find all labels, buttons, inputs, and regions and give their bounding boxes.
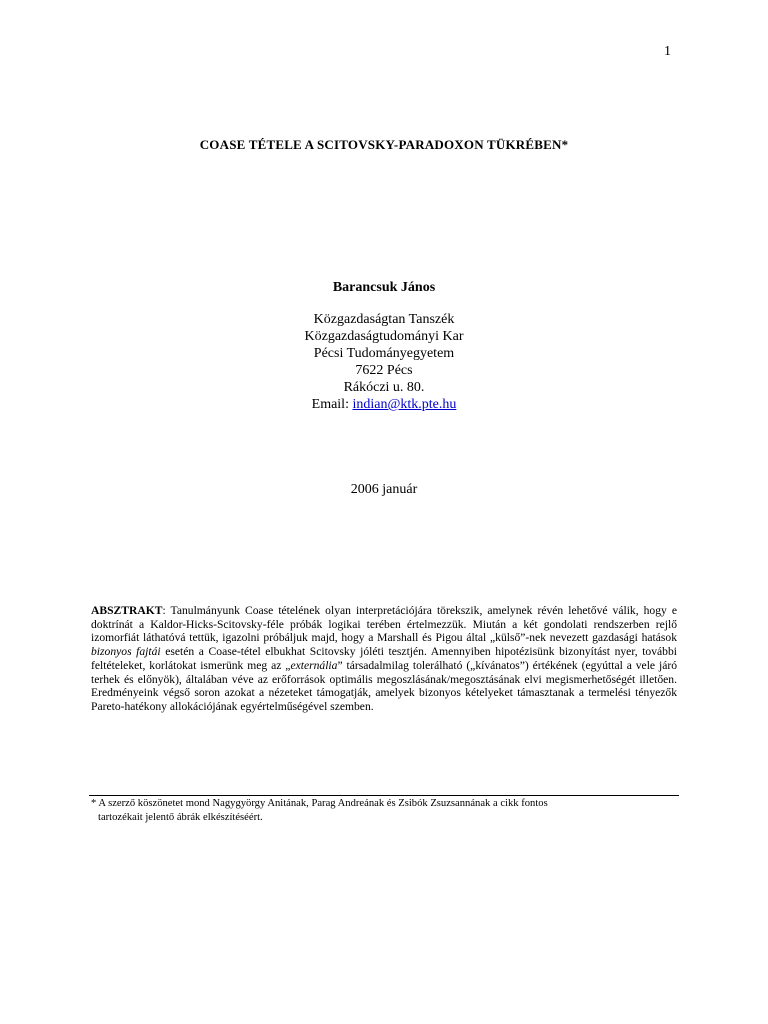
abstract — [91, 604, 677, 714]
page-number: 1 — [664, 44, 671, 59]
author-faculty: Közgazdaságtudományi Kar — [304, 329, 464, 344]
abstract-label: ABSZTRAKT — [91, 604, 163, 617]
abstract-italic-2: externália — [290, 658, 338, 672]
author-name: Barancsuk János — [332, 280, 436, 295]
author-university: Pécsi Tudományegyetem — [313, 346, 455, 361]
author-street: Rákóczi u. 80. — [343, 380, 425, 395]
abstract-italic-1: bizonyos fajtái — [91, 645, 161, 659]
footnote-line-1: * A szerző köszönetet mond Nagygyörgy Anitának, Parag Andreának és Zsibók Zsuzsannának a cikk fontos — [91, 798, 548, 809]
author-block — [0, 279, 768, 413]
abstract-text-2: esetén a Coase-tétel elbukhat Scitovsky jóléti tesztjén. Amennyiben hipotézisünk bizonyítást nyer, további feltételeket, korlátokat ismerünk meg az „ — [91, 645, 677, 672]
email-label: Email: — [311, 397, 349, 412]
author-department: Közgazdaságtan Tanszék — [313, 312, 455, 327]
abstract-text-3: ” társadalmilag tolerálható („kívánatos”) értékének (egyúttal a vele járó terhek és előnyök), általában véve az erőforrások optimális megoszlásának/megosztásának elvi megismerhetőségét illetően. Eredményeink végső soron azokat a nézeteket támogatják, amelyek bizonyos kételyeket támasztanak a termelési tényezők Pareto-hatékony allokációjának egyértelműségével szemben. — [91, 658, 677, 713]
author-email-line — [0, 396, 768, 413]
email-link[interactable]: indian@ktk.pte.hu — [352, 397, 457, 412]
abstract-text-1: : Tanulmányunk Coase tételének olyan interpretációjára törekszik, amelynek révén lehetővé válik, hogy e doktrínát a Kaldor-Hicks-Scitovsky-féle próbák logikai terében értelmezzük. Miután a két gondolati rendszerben rejlő izomorfiát láthatóvá tettük, igazolni próbáljuk majd, hogy a Marshall és Pigou által „külső”-nek nevezett gazdasági hatások — [91, 604, 677, 645]
publication-date: 2006 január — [350, 482, 418, 497]
footnote-line-2: tartozékait jelentő ábrák elkészítéséért. — [98, 811, 263, 823]
footnote-divider — [89, 795, 679, 796]
author-postal: 7622 Pécs — [355, 363, 413, 378]
footnote — [91, 797, 677, 824]
paper-title: COASE TÉTELE A SCITOVSKY-PARADOXON TÜKRÉBEN* — [199, 137, 569, 152]
